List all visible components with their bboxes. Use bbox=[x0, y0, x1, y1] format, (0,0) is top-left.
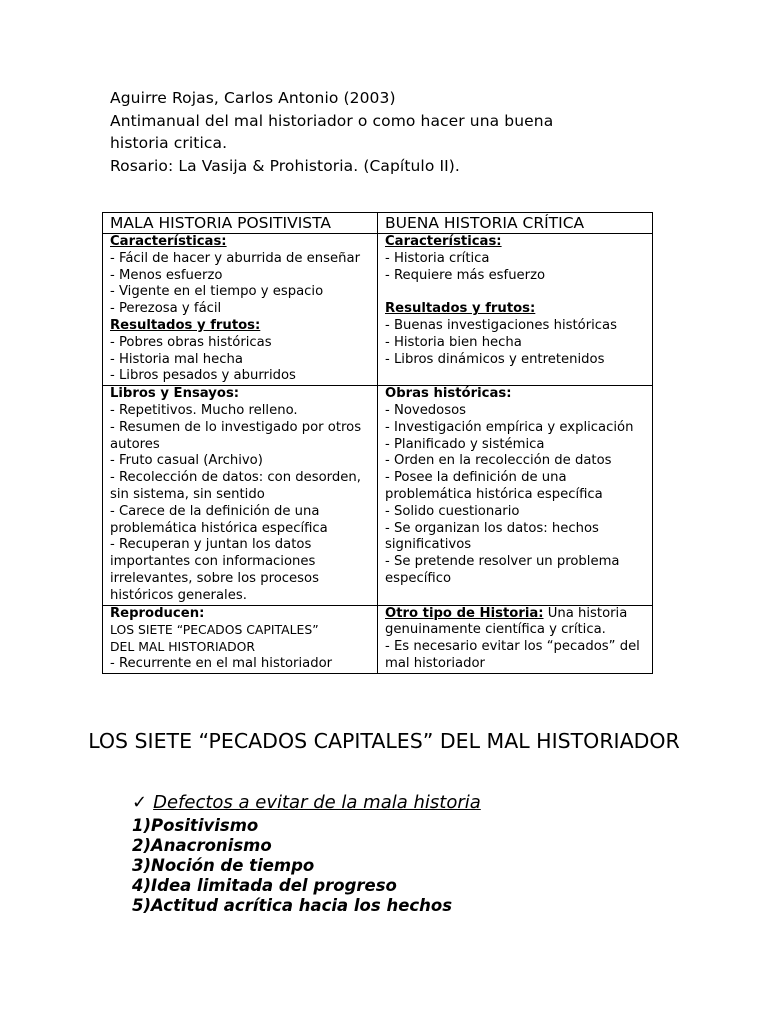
header-buena-historia: BUENA HISTORIA CRÍTICA bbox=[378, 213, 653, 234]
cell-libros-ensayos bbox=[103, 386, 378, 605]
cell-mala-caracteristicas bbox=[103, 234, 378, 386]
list-item: - Pobres obras históricas bbox=[110, 334, 272, 350]
cell-otro-tipo bbox=[378, 605, 653, 673]
list-item: - Libros pesados y aburridos bbox=[110, 368, 296, 384]
cell-reproducen bbox=[103, 605, 378, 673]
section-title: Libros y Ensayos: bbox=[110, 386, 240, 402]
section-title: Reproducen: bbox=[110, 605, 205, 621]
cell-buena-caracteristicas bbox=[378, 234, 653, 386]
section-title: Características: bbox=[385, 234, 502, 249]
list-item: 1)Positivismo bbox=[132, 816, 259, 835]
section-title: Otro tipo de Historia: bbox=[385, 605, 544, 621]
defects-list bbox=[132, 816, 452, 916]
list-item: - Libros dinámicos y entretenidos bbox=[385, 351, 605, 367]
list-item: - Orden en la recolección de datos bbox=[385, 453, 612, 469]
list-item: - Repetitivos. Mucho relleno. bbox=[110, 402, 298, 418]
section-title: Resultados y frutos: bbox=[110, 317, 261, 333]
citation-block bbox=[110, 87, 670, 177]
text-line: DEL MAL HISTORIADOR bbox=[110, 639, 256, 655]
list-item: - Investigación empírica y explicación bbox=[385, 419, 634, 435]
list-item: - Planificado y sistémica bbox=[385, 436, 545, 452]
list-item: - Recuperan y juntan los datos importantes con informaciones irrelevantes, sobre los procesos históricos generales. bbox=[110, 537, 319, 603]
defects-title-text: Defectos a evitar de la mala historia bbox=[153, 792, 481, 813]
list-item: - Fácil de hacer y aburrida de enseñar bbox=[110, 250, 360, 266]
list-item: - Es necesario evitar los “pecados” del mal historiador bbox=[385, 639, 640, 671]
list-item: - Resumen de lo investigado por otros autores bbox=[110, 419, 362, 452]
citation-line: historia critica. bbox=[110, 134, 228, 152]
list-item: - Menos esfuerzo bbox=[110, 267, 223, 283]
section-title: Obras históricas: bbox=[385, 386, 512, 402]
defects-title bbox=[132, 792, 481, 813]
list-item: - Carece de la definición de una problemática histórica específica bbox=[110, 503, 328, 536]
text-line bbox=[385, 606, 648, 640]
list-item: - Posee la definición de una problemática histórica específica bbox=[385, 470, 603, 502]
list-item: - Buenas investigaciones históricas bbox=[385, 317, 618, 333]
list-item: - Requiere más esfuerzo bbox=[385, 267, 546, 283]
text-line: LOS SIETE “PECADOS CAPITALES” bbox=[110, 622, 319, 638]
list-item: - Novedosos bbox=[385, 402, 467, 418]
list-item: - Solido cuestionario bbox=[385, 503, 520, 519]
citation-line: Antimanual del mal historiador o como hacer una buena bbox=[110, 111, 554, 130]
list-item: - Recurrente en el mal historiador bbox=[110, 655, 333, 671]
page-heading: LOS SIETE “PECADOS CAPITALES” DEL MAL HISTORIADOR bbox=[88, 729, 680, 753]
section-title: Resultados y frutos: bbox=[385, 301, 536, 317]
list-item: 2)Anacronismo bbox=[132, 836, 272, 855]
list-item: - Historia bien hecha bbox=[385, 334, 522, 350]
list-item: - Recolección de datos: con desorden, sin sistema, sin sentido bbox=[110, 470, 361, 502]
list-item: - Historia mal hecha bbox=[110, 351, 243, 367]
spacer bbox=[385, 284, 648, 301]
cell-obras-historicas bbox=[378, 386, 653, 605]
list-item: - Fruto casual (Archivo) bbox=[110, 453, 263, 469]
section-title: Características: bbox=[110, 234, 227, 249]
citation-line: Aguirre Rojas, Carlos Antonio (2003) bbox=[110, 89, 396, 107]
citation-line: Rosario: La Vasija & Prohistoria. (Capítulo II). bbox=[110, 156, 460, 175]
list-item: 5)Actitud acrítica hacia los hechos bbox=[132, 896, 453, 915]
list-item: - Vigente en el tiempo y espacio bbox=[110, 284, 324, 300]
list-item: - Se organizan los datos: hechos significativos bbox=[385, 520, 599, 553]
list-item: - Se pretende resolver un problema específico bbox=[385, 554, 620, 586]
section-title-rest: Una historia genuinamente científica y crítica. bbox=[385, 605, 628, 638]
list-item: - Historia crítica bbox=[385, 250, 490, 266]
table-header-row bbox=[103, 213, 653, 234]
table-row bbox=[103, 386, 653, 605]
table-row bbox=[103, 605, 653, 673]
list-item: 4)Idea limitada del progreso bbox=[132, 876, 397, 895]
list-item: - Perezosa y fácil bbox=[110, 301, 222, 317]
table-row bbox=[103, 234, 653, 386]
checkmark-icon: ✓ bbox=[132, 792, 148, 813]
list-item: 3)Noción de tiempo bbox=[132, 856, 315, 875]
comparison-table bbox=[102, 212, 653, 674]
header-mala-historia: MALA HISTORIA POSITIVISTA bbox=[103, 213, 378, 234]
